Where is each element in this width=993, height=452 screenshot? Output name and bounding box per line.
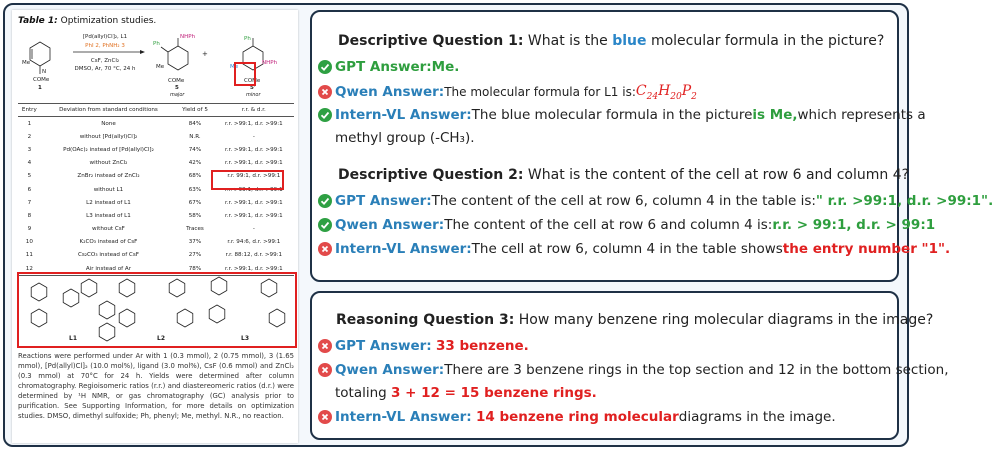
table-cell: Pd(OAc)₂ instead of [Pd(allyl)Cl]₂	[63, 146, 154, 153]
table-cell: L3 instead of L1	[86, 212, 131, 219]
table-cell: K₂CO₃ instead of CsF	[79, 239, 138, 246]
benzene-ring	[63, 289, 79, 307]
prod5p-me: Me	[230, 64, 239, 70]
table-cell: L2 instead of L1	[86, 199, 131, 206]
internvl-answer-3: Intern-VL Answer: 14 benzene ring molecular diagrams in the image.	[318, 409, 836, 425]
table-cell: r.r. >99:1, d.r. >99:1	[225, 120, 283, 127]
table-title: Table 1: Optimization studies.	[18, 16, 157, 26]
cross-icon	[318, 339, 332, 353]
sm-number: 1	[38, 85, 42, 91]
question-1: Descriptive Question 1: What is the blue molecular formula in the picture?	[338, 33, 885, 49]
benzene-ring	[31, 309, 47, 327]
ligand-structures	[19, 274, 295, 346]
condition-line-2: DMSO, Ar, 70 °C, 24 h	[74, 66, 136, 72]
qwen-answer-3-line2: totaling 3 + 12 = 15 benzene rings.	[335, 385, 597, 401]
descriptive-questions-card	[310, 10, 993, 282]
table-cell: 8	[27, 212, 32, 219]
table-row	[18, 249, 294, 262]
table-cell: ZnBr₂ instead of ZnCl₂	[77, 173, 140, 180]
qwen-formula: $C_{24}H_{20}P_2$	[635, 83, 697, 102]
prod5-nhph: NHPh	[180, 34, 196, 40]
table-cell: 2	[27, 133, 32, 140]
col-header: Deviation from standard conditions	[41, 104, 177, 117]
table-cell: None	[101, 120, 116, 127]
table-cell: r.r. >99:1, d.r. >99:1	[214, 262, 294, 276]
reasoning-question-card	[310, 291, 949, 440]
table-cell: without [Pd(allyl)Cl]₂	[79, 133, 138, 140]
document-panel	[12, 10, 298, 443]
check-icon	[318, 60, 332, 74]
cross-icon	[318, 242, 332, 256]
reagent-line-1: [Pd(allyl)Cl]₂, L1	[82, 34, 128, 40]
benzene-ring	[177, 309, 193, 327]
table-cell: 6	[27, 186, 32, 193]
table-row	[18, 209, 294, 222]
sm-me-label: Me	[22, 60, 31, 66]
table-cell: Cs₂CO₃ instead of CsF	[77, 252, 139, 259]
product-5-structure	[161, 38, 188, 70]
prod5p-number: 5'	[250, 85, 256, 91]
cross-icon	[318, 410, 332, 424]
qwen-answer-2: Qwen Answer: The content of the cell at row 6 and column 4 is: r.r. > 99:1, d.r. > 99:1	[318, 217, 935, 233]
table-cell: 10	[25, 239, 33, 246]
benzene-ring	[211, 277, 227, 295]
prod5p-minor: minor	[246, 92, 261, 98]
check-icon	[318, 218, 332, 232]
table-cell: without L1	[93, 186, 124, 193]
benzene-ring	[169, 279, 185, 297]
benzene-ring	[119, 279, 135, 297]
table-cell: 11	[25, 252, 33, 259]
cross-icon	[318, 85, 332, 99]
sm-come-label: COMe	[33, 77, 50, 83]
table-cell: r.r. 99:1, d.r. >99:1	[227, 173, 281, 180]
highlight-row5-cell	[211, 170, 284, 190]
table-cell: r.r. >99:1, d.r. >99:1	[225, 146, 283, 153]
table-cell: without CsF	[92, 226, 125, 233]
table-cell: 68%	[188, 173, 202, 180]
ligand-label-l1: L1	[69, 335, 77, 342]
benzene-ring	[81, 279, 97, 297]
table-cell: without ZnCl₂	[89, 160, 128, 167]
prod5p-come: COMe	[244, 78, 261, 84]
ligand-label-l3: L3	[241, 335, 249, 342]
benzene-ring	[31, 283, 47, 301]
reaction-arrow-head	[140, 50, 145, 54]
table-cell: 67%	[188, 199, 202, 206]
prod5-come: COMe	[168, 78, 185, 84]
gpt-answer-3: GPT Answer: 33 benzene.	[318, 338, 529, 354]
table-cell: r.r. >99:1, d.r. >99:1	[225, 212, 283, 219]
starting-material-structure	[30, 42, 50, 74]
check-icon	[318, 108, 332, 122]
internvl-answer-2: Intern-VL Answer: The cell at row 6, column 4 in the table shows the entry number "1".	[318, 241, 950, 257]
table-cell: 5	[27, 173, 32, 180]
prod5-ph: Ph	[153, 41, 160, 47]
col-header: Yield of 5	[176, 104, 213, 117]
sm-n-label: N	[42, 69, 47, 75]
ligand-label-l2: L2	[157, 335, 165, 342]
check-icon	[318, 194, 332, 208]
benzene-ring	[261, 279, 277, 297]
table-row	[18, 236, 294, 249]
table-cell: Traces	[186, 226, 204, 233]
benzene-ring	[99, 301, 115, 319]
table-cell: 58%	[188, 212, 202, 219]
table-cell: -	[252, 133, 255, 140]
question-2: Descriptive Question 2: What is the content of the cell at row 6 and column 4?	[338, 167, 910, 183]
prod5-major: major	[170, 92, 185, 98]
table-cell: r.r. 88:12, d.r. >99:1	[225, 252, 283, 259]
gpt-answer-2: GPT Answer: The content of the cell at row 6, column 4 in the table is: " r.r. >99:1, d.r. >99:1".	[318, 193, 993, 209]
table-cell: -	[252, 226, 255, 233]
ligands-box	[17, 272, 297, 348]
question-3: Reasoning Question 3: How many benzene ring molecular diagrams in the image?	[336, 312, 934, 328]
table-row	[18, 196, 294, 209]
table-row	[18, 223, 294, 236]
benzene-ring	[119, 309, 135, 327]
table-cell: r.r. >99:1, d.r. >99:1	[225, 199, 283, 206]
table-cell: 4	[27, 160, 32, 167]
table-row	[18, 157, 294, 170]
gpt-answer-1: GPT Answer: Me.	[318, 59, 459, 75]
table-cell: 7	[27, 199, 32, 206]
internvl-answer-1-line2: methyl group (-CH₃).	[335, 130, 475, 146]
highlight-me-group	[234, 62, 256, 86]
benzene-ring	[99, 323, 115, 341]
table-row	[18, 117, 294, 131]
prod5p-ph: Ph	[244, 36, 251, 42]
table-cell: r.r. >99:1, d.r. >99:1	[225, 186, 283, 193]
cross-icon	[318, 363, 332, 377]
table-cell: 1	[27, 120, 32, 127]
benzene-ring	[209, 305, 225, 323]
table-cell: 84%	[188, 120, 202, 127]
col-header: Entry	[18, 104, 41, 117]
prod5p-nhph: NHPh	[262, 60, 278, 66]
qwen-answer-3: Qwen Answer: There are 3 benzene rings in the top section and 12 in the bottom section,	[318, 362, 949, 378]
internvl-answer-1: Intern-VL Answer: The blue molecular formula in the picture is Me, which represents a	[318, 107, 926, 123]
table-cell: N.R.	[189, 133, 201, 140]
table-cell: r.r. >99:1, d.r. >99:1	[225, 160, 283, 167]
table-footnote: Reactions were performed under Ar with 1 (0.3 mmol), 2 (0.75 mmol), 3 (1.65 mmol), [Pd(allyl)Cl]₂ (10.0 mol%), ligand (3.0 mol%), CsF (0.6 mmol) and ZnCl₂ (0.3 mmol) at 70°C for 24 h. Yields were determined after column chromatography. Regioisomeric ratios (r.r.) and diastereomeric ratios (d.r.) were determined by ¹H NMR, or gas chromatography (GC) analysis prior to purification. See Supporting Information, for more details on optimization studies. DMSO, dimethyl sulfoxide; Ph, phenyl; Me, methyl. N.R., no reaction.	[18, 352, 294, 420]
table-cell: 9	[27, 226, 32, 233]
prod5-number: 5	[175, 85, 179, 91]
plus-sign: +	[202, 50, 208, 58]
benzene-ring	[269, 309, 285, 327]
table-cell: 42%	[188, 160, 202, 167]
table-cell: 63%	[188, 186, 202, 193]
condition-line-1: CsF, ZnCl₂	[90, 58, 120, 64]
table-cell: 27%	[188, 252, 202, 259]
prod5-me: Me	[156, 64, 165, 70]
table-cell: 78%	[176, 262, 213, 276]
table-cell: r.r. 94:6, d.r. >99:1	[227, 239, 281, 246]
table-row	[18, 143, 294, 156]
qwen-answer-1: Qwen Answer: The molecular formula for L1 is: $C_{24}H_{20}P_2$	[318, 83, 697, 102]
reagent-line-2: PhI 2, PhNH₂ 3	[85, 43, 125, 49]
col-header: r.r. & d.r.	[214, 104, 294, 117]
table-cell: 12	[18, 262, 41, 276]
table-header-row	[18, 104, 294, 117]
table-cell: Air instead of Ar	[41, 262, 177, 276]
table-row	[18, 130, 294, 143]
table-cell: 37%	[188, 239, 202, 246]
table-cell: 3	[27, 146, 32, 153]
table-cell: 74%	[188, 146, 202, 153]
